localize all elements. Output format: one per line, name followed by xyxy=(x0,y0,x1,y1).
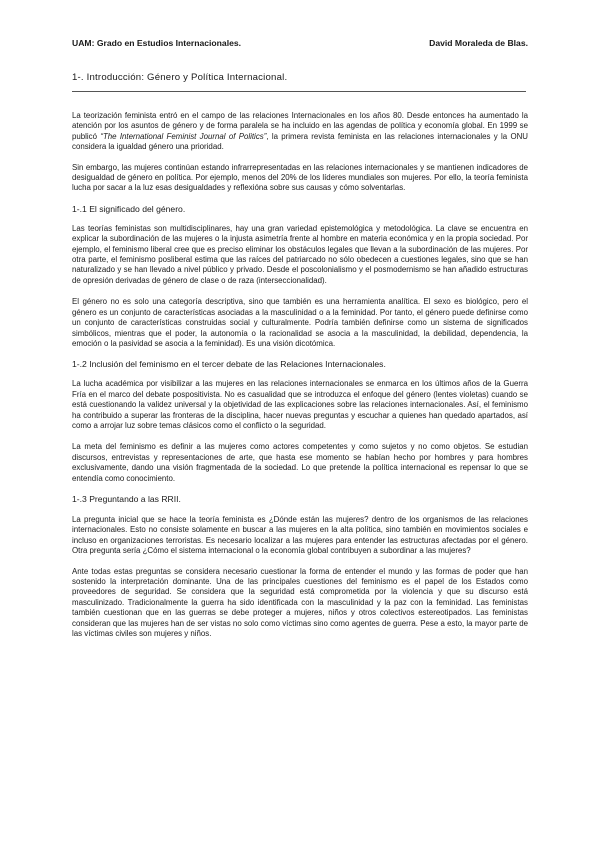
paragraph-3: Las teorías feministas son multidisciplinares, hay una gran variedad epistemológica y metodológica. La clave se encuentra en explicar la subordinación de las mujeres o la injusta asimetría frente al hombre en materia económica y en la propia sociedad. Por ejemplo, el feminismo liberal cree que es preciso eliminar los obstáculos legales que llevan a la subordinación de las mujeres. Por otra parte, el feminismo posliberal estima que las raíces del patriarcado no sólo obedecen a cuestiones legales, sino que se han naturalizado y se han llevado a nivel público y privado. Desde el poscolonialismo y el posmodernismo se han añadido estructuras de opresión derivadas de género de clase o de raza (interseccionalidad). xyxy=(72,223,528,285)
paragraph-4: El género no es solo una categoría descriptiva, sino que también es una herramienta analítica. El sexo es biológico, pero el género es un conjunto de características asociadas a la masculinidad o a la feminidad. Por tanto, el género puede definirse como un conjunto de características construidas social y culturalmente. Podría también definirse como un sistema de significados simbólicos, mientras que el poder, la autonomía o la racionalidad se asocia a la masculinidad, la debilidad, dependencia, la emoción o la pasividad se asocia a la feminidad). Es una visión dicotómica. xyxy=(72,297,528,348)
paragraph-8: Ante todas estas preguntas se considera necesario cuestionar la forma de entender el mundo y las formas de poder que han sostenido la interpretación dominante. Una de las principales cuestiones del feminismo es el papel de los Estados como proveedores de seguridad. Se considera que la seguridad está comprometida por la violencia y que su discurso está masculinizado. Tradicionalmente la guerra ha sido identificada con la masculinidad y la paz con la feminidad. Las feministas también cuestionan que en las guerras se debe proteger a mujeres, niños y otros colectivos estereotipados. Las feministas consideran que las mujeres han de ser vistas no solo como víctimas sino como agentes de guerra. Pese a esto, la mayor parte de las víctimas civiles son mujeres y niños. xyxy=(72,566,528,639)
paragraph-6: La meta del feminismo es definir a las mujeres como actores competentes y como sujetos y no como objetos. Se estudian discursos, entrevistas y representaciones de arte, que hasta ese momento se habían hecho por hombres y para hombres exclusivamente, dando una visión fragmentada de la sociedad. Lo que pretende la política internacional es repensar lo que se entendía como conocimiento. xyxy=(72,442,528,483)
journal-title: “The International Feminist Journal of Politics” xyxy=(100,131,267,141)
paragraph-1-text-a: La teorización feminista entró en el campo de las relaciones Internacionales en los años 80. Desde entonces ha aumentado la atención por los asuntos de género y de forma paralela se ha incluido en las agendas de política y economía global. En 1999 se publicó xyxy=(72,111,528,141)
paragraph-2: Sin embargo, las mujeres continúan estando infrarrepresentadas en las relaciones internacionales y se mantienen indicadores de desigualdad de género en política. Por ejemplo, menos del 20% de los líderes mundiales son mujeres. Por ello, la teoría feminista lucha por sacar a la luz esas desigualdades y reflexióna sobre sus causas y cómo solventarlas. xyxy=(72,162,528,193)
header-institution: UAM: Grado en Estudios Internacionales. xyxy=(72,38,242,48)
section-title: 1-. Introducción: Género y Política Internacional. xyxy=(72,72,288,83)
paragraph-1 xyxy=(72,111,528,153)
paragraph-1-text-b: , la primera revista feminista en las relaciones internacionales y la ONU considera la igualdad género una prioridad. xyxy=(72,131,529,152)
subsection-heading-1-2: 1-.2 Inclusión del feminismo en el tercer debate de las Relaciones Internacionales. xyxy=(72,359,386,370)
subsection-heading-1-3: 1-.3 Preguntando a las RRII. xyxy=(72,493,181,504)
subsection-heading-1-1: 1-.1 El significado del género. xyxy=(72,203,186,214)
document-page xyxy=(72,38,528,639)
paragraph-7: La pregunta inicial que se hace la teoría feminista es ¿Dónde están las mujeres? dentro de los organismos de las relaciones internacionales. Esto no consiste solamente en buscar a las mujeres en la alta política, sino también en movimientos sociales e incluso en organizaciones terroristas. Es necesario localizar a las mujeres para entender las estructuras afectadas por el género. Otra pregunta sería ¿Cómo el sistema internacional o la economía global contribuyen a subordinar a las mujeres? xyxy=(72,514,528,556)
header-author: David Moraleda de Blas. xyxy=(429,38,528,48)
page-header xyxy=(72,38,528,48)
paragraph-5: La lucha académica por visibilizar a las mujeres en las relaciones internacionales se enmarca en los últimos años de la Guerra Fría en el marco del debate pospositivista. No es casualidad que se introduzca el enfoque del género (lentes violetas) cuando se está cuestionando la validez universal y la objetividad de las explicaciones sobre las relaciones internacionales. Así, el feminismo ha contribuido a superar las fronteras de la disciplina, hacer nuevas preguntas y escuchar a quienes han quedado apartados, así como a arrojar luz sobre temas clásicos como el conflicto o la seguridad. xyxy=(72,379,528,430)
title-rule xyxy=(72,91,526,92)
